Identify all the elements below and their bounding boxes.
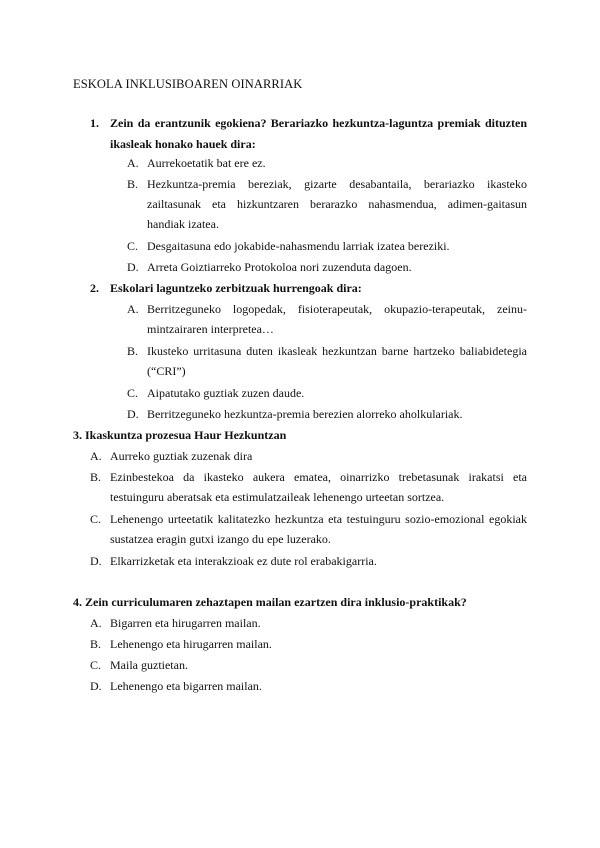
option-text: Lehenengo eta hirugarren mailan. <box>110 637 272 651</box>
option-text: Aurrekoetatik bat ere ez. <box>147 156 266 170</box>
question-number: 4. <box>73 595 82 609</box>
option-letter: A. <box>127 302 139 316</box>
question-line <box>73 425 527 446</box>
option-letter: B. <box>90 470 102 484</box>
option-1d <box>127 257 527 277</box>
option-letter: B. <box>127 344 139 358</box>
option-text: Lehenengo urteetatik kalitatezko hezkuntza eta testuinguru sozio-emozional egokiak sustatzea eragin gutxi izango du epe luzerako. <box>110 512 527 546</box>
option-letter: C. <box>127 239 139 253</box>
option-4a <box>90 613 527 633</box>
option-letter: A. <box>90 616 102 630</box>
question-text: Ikaskuntza prozesua Haur Hezkuntzan <box>85 428 287 442</box>
option-2c <box>127 383 527 403</box>
question-number: 1. <box>90 116 99 130</box>
option-text: Ezinbestekoa da ikasteko aukera ematea, oinarrizko trebetasunak irakatsi eta testuinguru aberatsak eta estimulatzaileak lehenengo urteetan sortzea. <box>110 470 527 504</box>
document-title: ESKOLA INKLUSIBOAREN OINARRIAK <box>73 77 303 91</box>
option-letter: C. <box>127 386 139 400</box>
option-letter: D. <box>127 260 139 274</box>
option-text: Lehenengo eta bigarren mailan. <box>110 679 262 693</box>
option-letter: D. <box>90 554 102 568</box>
question-text: Zein da erantzunik egokiena? Berariazko hezkuntza-laguntza premiak dituzten ikasleak honako hauek dira: <box>110 116 527 151</box>
option-letter: D. <box>127 407 139 421</box>
option-3c <box>90 509 527 549</box>
option-text: Arreta Goiztiarreko Protokoloa nori zuzenduta dagoen. <box>147 260 412 274</box>
option-text: Desgaitasuna edo jokabide-nahasmendu larriak izatea bereziki. <box>147 239 450 253</box>
option-letter: A. <box>127 156 139 170</box>
option-1c <box>127 236 527 256</box>
question-number: 3. <box>73 428 82 442</box>
question-3 <box>73 425 527 446</box>
option-letter: B. <box>127 177 139 191</box>
option-text: Elkarrizketak eta interakzioak ez dute rol erabakigarria. <box>110 554 377 568</box>
option-text: Hezkuntza-premia bereziak, gizarte desabantaila, berariazko ikasteko zailtasunak eta hizkuntzaren berarazko nahasmendua, adimen-gaitasun handiak izatea. <box>147 177 527 231</box>
question-4 <box>73 592 543 613</box>
option-4c <box>90 655 527 675</box>
option-letter: C. <box>90 512 102 526</box>
option-text: Aurreko guztiak zuzenak dira <box>110 449 253 463</box>
option-letter: B. <box>90 637 102 651</box>
option-4d <box>90 676 527 696</box>
option-text: Berritzeguneko logopedak, fisioterapeutak, okupazio-terapeutak, zeinu-mintzairaren interpretea… <box>147 302 527 336</box>
option-text: Berritzeguneko hezkuntza-premia berezien alorreko aholkulariak. <box>147 407 463 421</box>
option-3d <box>90 551 527 571</box>
option-letter: A. <box>90 449 102 463</box>
option-3a <box>90 446 527 466</box>
option-1a <box>127 153 527 173</box>
question-2 <box>90 278 527 299</box>
option-text: Ikusteko urritasuna duten ikasleak hezkuntzan barne hartzeko baliabidetegia (“CRI”) <box>147 344 527 378</box>
option-letter: C. <box>90 658 102 672</box>
option-3b <box>90 467 527 507</box>
option-4b <box>90 634 527 654</box>
question-number: 2. <box>90 281 99 295</box>
option-text: Maila guztietan. <box>110 658 188 672</box>
option-2a <box>127 299 527 339</box>
option-letter: D. <box>90 679 102 693</box>
option-2b <box>127 341 527 381</box>
option-1b <box>127 174 527 234</box>
question-text: Eskolari laguntzeko zerbitzuak hurrengoak dira: <box>110 281 362 295</box>
question-1 <box>90 113 527 155</box>
option-text: Aipatutako guztiak zuzen daude. <box>147 386 305 400</box>
option-2d <box>127 404 527 424</box>
option-text: Bigarren eta hirugarren mailan. <box>110 616 261 630</box>
question-line <box>73 592 543 613</box>
question-text: Zein curriculumaren zehaztapen mailan ezartzen dira inklusio-praktikak? <box>85 595 467 609</box>
